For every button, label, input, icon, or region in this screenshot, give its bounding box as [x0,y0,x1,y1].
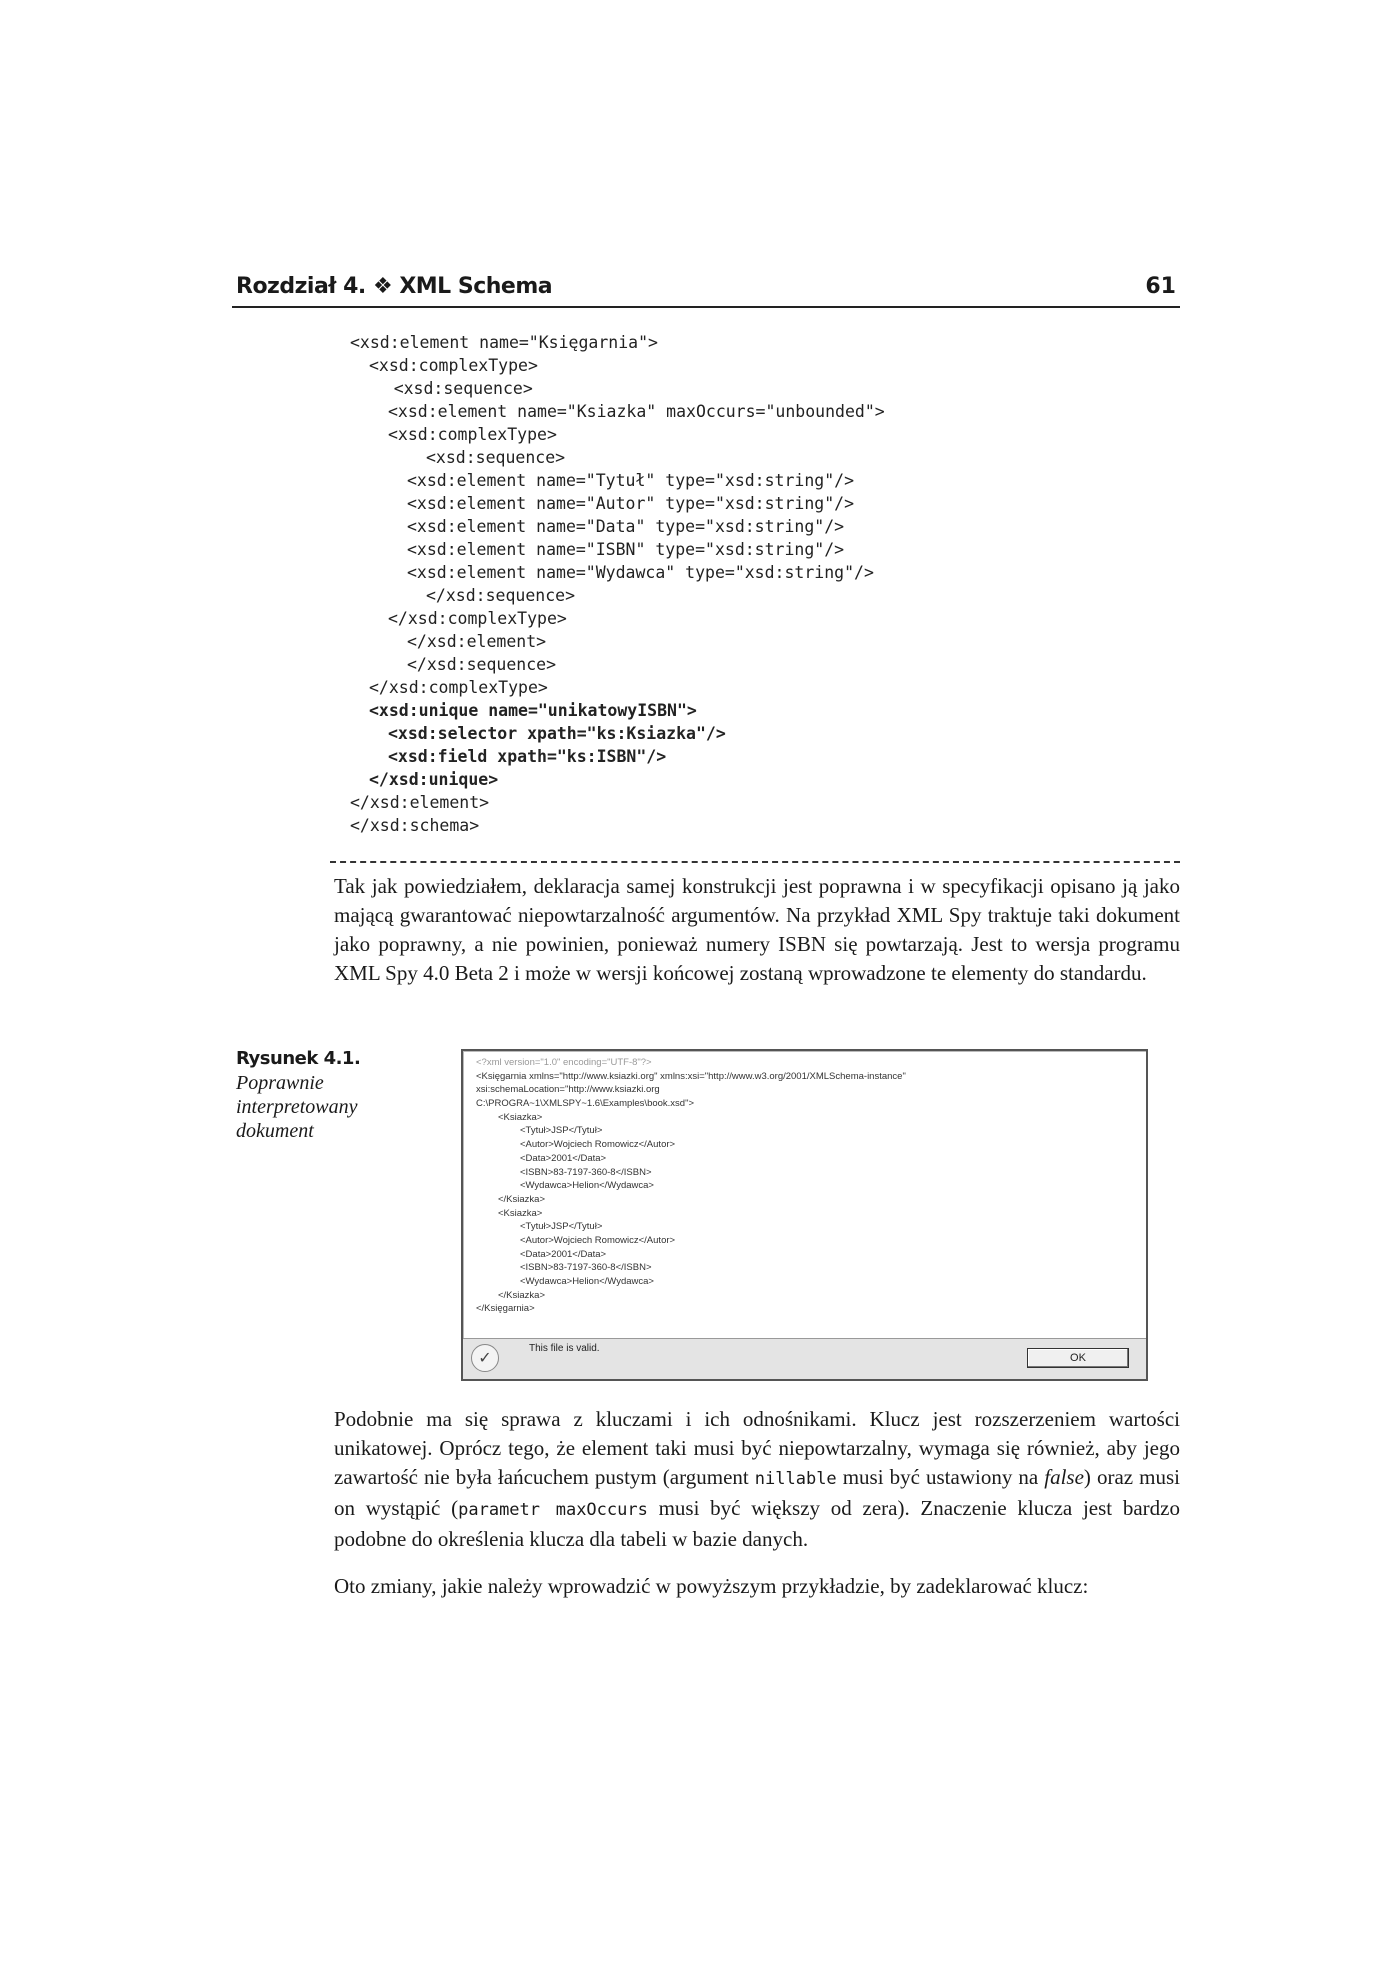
paragraph-2-text-2: musi być ustawiony na [836,1465,1045,1489]
code-line: <xsd:complexType> [369,356,538,375]
code-line: <xsd:element name="Księgarnia"> [350,333,658,352]
code-line: <xsd:sequence> [393,379,533,398]
paragraph-1: Tak jak powiedziałem, deklaracja samej konstrukcji jest poprawna i w specyfikacji opisano ją jako mającą gwarantować niepowtarzalność argumentów. Na przykład XML Spy traktuje taki dokument jako poprawny, a nie powinien, ponieważ numery ISBN się powtarzają. Jest to wersja programu XML Spy 4.0 Beta 2 i może w wersji końcowej zostaną wprowadzone te elementy do standardu. [334,874,1180,985]
xml-line: <Autor>Wojciech Romowicz</Autor> [520,1139,676,1151]
code-line: <xsd:element name="Wydawca" type="xsd:string"/> [407,563,874,582]
code-line: </xsd:sequence> [426,586,576,605]
code-line: <xsd:sequence> [426,448,566,467]
code-line: <xsd:element name="ISBN" type="xsd:string"/> [407,540,845,559]
code-listing [350,331,1180,837]
italic-false: false [1044,1465,1084,1489]
page-number: 61 [1145,274,1176,299]
xml-line: <ISBN>83-7197-360-8</ISBN> [520,1262,652,1274]
ok-button[interactable]: OK [1027,1348,1129,1368]
check-circle-icon: ✓ [471,1344,499,1372]
xml-line: xsi:schemaLocation="http://www.ksiazki.org [476,1084,660,1096]
code-line: <xsd:element name="Data" type="xsd:string"/> [407,517,845,536]
xml-line: <Ksiazka> [498,1111,543,1123]
xml-line: </Księgarnia> [476,1303,535,1315]
xml-document-view [476,1056,1140,1338]
code-line: </xsd:complexType> [388,609,567,628]
xml-line: <Ksiazka> [498,1207,543,1219]
code-line: </xsd:element> [350,793,490,812]
code-line: <xsd:element name="Ksiazka" maxOccurs="unbounded"> [388,402,885,421]
code-nillable: nillable [754,1469,837,1489]
code-line: <xsd:selector xpath="ks:Ksiazka"/> [388,724,726,743]
figure-caption: Poprawnie interpretowany dokument [236,1072,358,1142]
code-line: <xsd:field xpath="ks:ISBN"/> [388,747,667,766]
code-line: </xsd:schema> [350,816,480,835]
xml-line: <Autor>Wojciech Romowicz</Autor> [520,1234,676,1246]
xml-line: <ISBN>83-7197-360-8</ISBN> [520,1166,652,1178]
figure-label [236,1048,366,1143]
xml-line: <Księgarnia xmlns="http://www.ksiazki.org" xmlns:xsi="http://www.w3.org/2001/XMLSchema-instance" [476,1070,906,1082]
xml-line: </Ksiazka> [498,1289,545,1301]
page-header [232,272,1180,308]
xml-line: <Wydawca>Helion</Wydawca> [520,1180,654,1192]
status-message: This file is valid. [529,1343,600,1354]
xml-line: <Tytuł>JSP</Tytuł> [520,1125,603,1137]
paragraph-2-text-3: ) oraz musi on wystąpić ( [334,1465,1180,1520]
xml-line: <Data>2001</Data> [520,1248,607,1260]
code-line: </xsd:unique> [369,770,499,789]
code-line: <xsd:unique name="unikatowyISBN"> [369,701,697,720]
paragraph-2-text-1: Podobnie ma się sprawa z kluczami i ich odnośnikami. Klucz jest rozszerzeniem wartości unikatowej. Oprócz tego, że element taki musi być niepowtarzalny, wymaga się również, aby jego zawartość nie była łańcuchem pustym (argument [334,1407,1180,1489]
paragraph-3: Oto zmiany, jakie należy wprowadzić w powyższym przykładzie, by zadeklarować klucz: [334,1574,1089,1598]
xml-line: C:\PROGRA~1\XMLSPY~1.6\Examples\book.xsd"> [476,1098,695,1110]
code-line: <xsd:element name="Tytuł" type="xsd:string"/> [407,471,855,490]
code-line: <xsd:complexType> [388,425,557,444]
code-line: <xsd:element name="Autor" type="xsd:string"/> [407,494,855,513]
code-line: </xsd:sequence> [407,655,557,674]
code-line: </xsd:element> [407,632,547,651]
status-bar [463,1338,1146,1379]
validation-dialog [461,1049,1148,1381]
dashed-divider [330,861,1180,863]
xml-line: </Ksiazka> [498,1193,545,1205]
code-maxoccurs: parametr maxOccurs [458,1500,648,1520]
chapter-title: Rozdział 4. ❖ XML Schema [236,274,553,299]
xml-line: <Data>2001</Data> [520,1152,607,1164]
xml-line: <Wydawca>Helion</Wydawca> [520,1276,654,1287]
xml-line: <?xml version="1.0" encoding="UTF-8"?> [476,1057,652,1068]
figure-number: Rysunek 4.1. [236,1048,361,1069]
code-line: </xsd:complexType> [369,678,548,697]
xml-line: <Tytuł>JSP</Tytuł> [520,1221,603,1233]
paragraph-2-text-4: musi być większy od zera). Znaczenie klucza jest bardzo podobne do określenia klucza dla tabeli w bazie danych. [334,1496,1180,1551]
paragraph-2 [334,1405,1180,1554]
